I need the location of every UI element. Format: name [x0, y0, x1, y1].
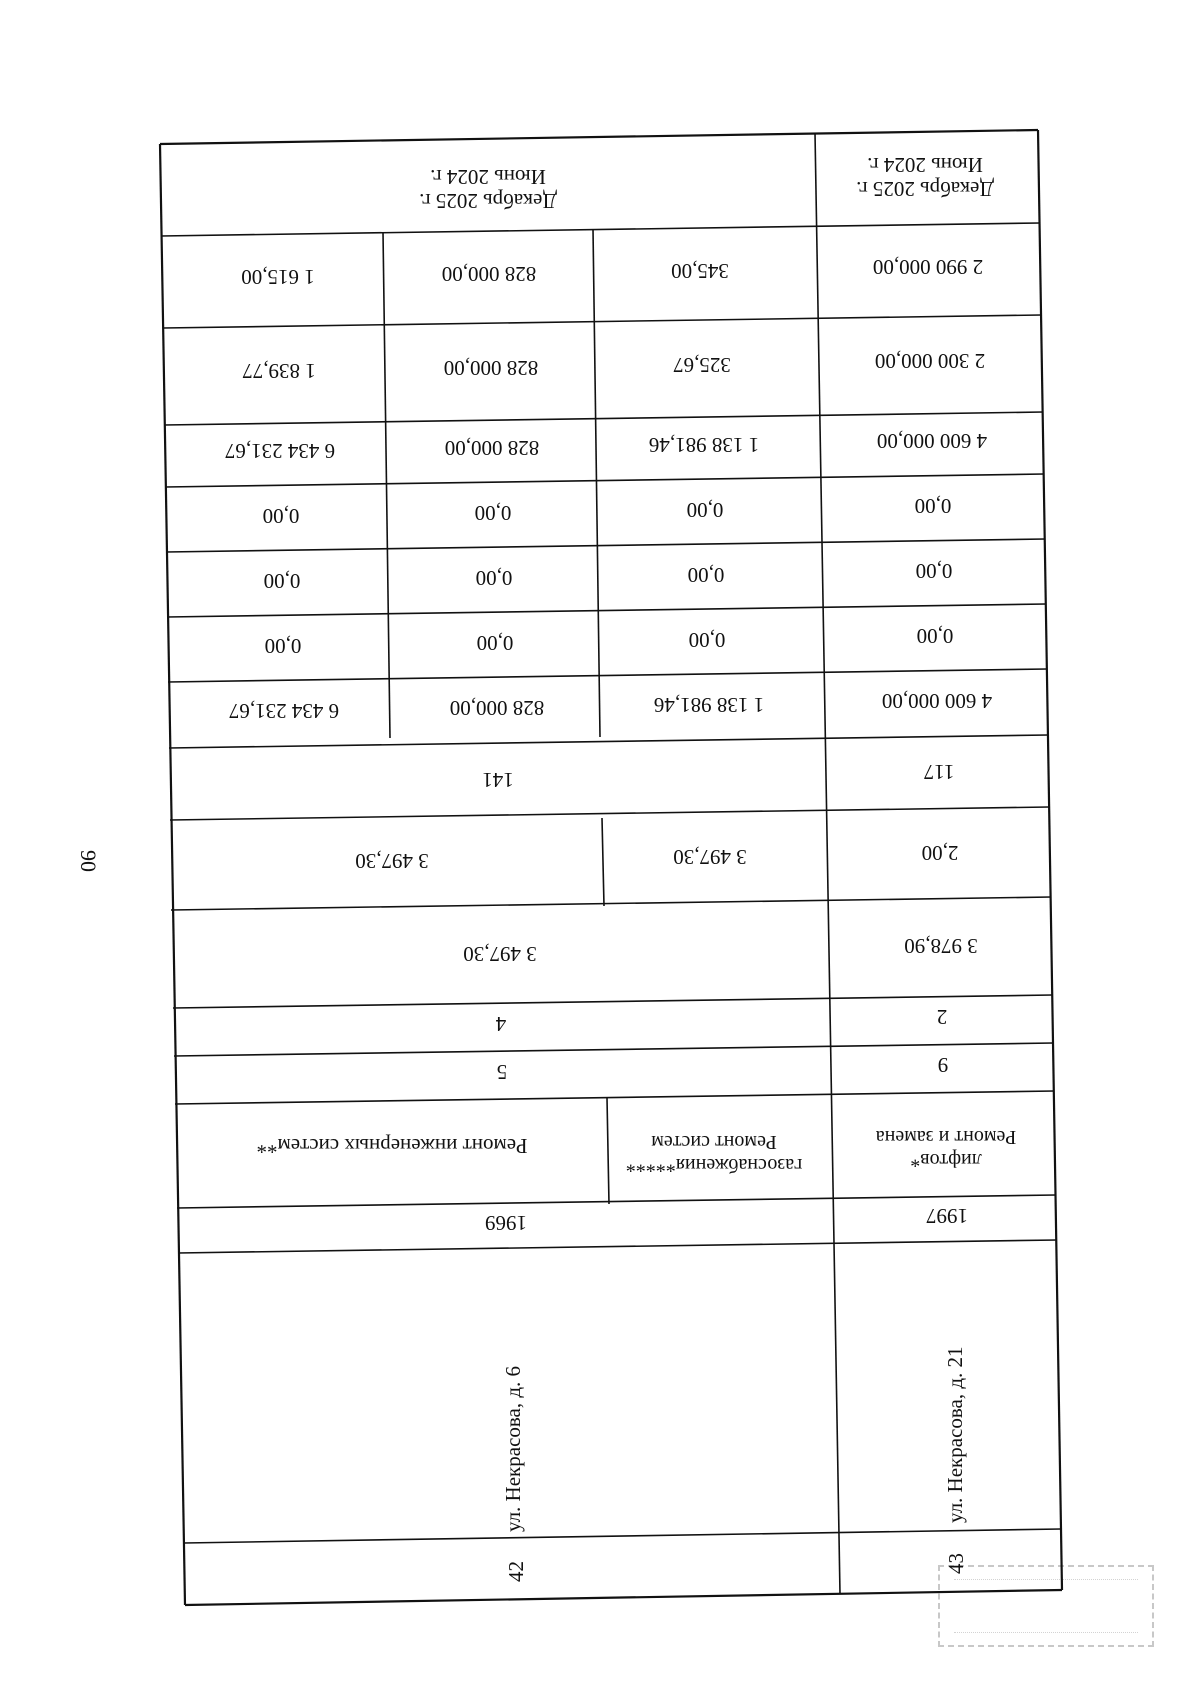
header-period-end: Декабрь 2025 г. — [856, 177, 994, 201]
table-cell: 0,00 — [686, 498, 724, 522]
row-number: 42 — [504, 1561, 528, 1582]
build-year: 1969 — [485, 1211, 527, 1235]
table-cell: 0,00 — [687, 563, 725, 587]
table-cell: 828 000,00 — [441, 262, 537, 286]
header-period-start: Июнь 2024 г. — [430, 165, 546, 189]
table-cell: 345,00 — [671, 259, 729, 283]
table-cell: 828 000,00 — [443, 356, 539, 380]
address: ул. Некрасова, д. 21 — [943, 1346, 967, 1523]
header-period-end: Декабрь 2025 г. — [419, 189, 557, 213]
table-cell: 325,67 — [673, 353, 731, 377]
table-cell: 141 — [482, 768, 514, 792]
work-type: Ремонт и замена — [875, 1126, 1017, 1148]
table-cell: 117 — [923, 760, 955, 784]
page-number: 90 — [76, 850, 101, 872]
table-cell: 1 138 981,46 — [653, 693, 765, 717]
table-cell: 4 — [495, 1012, 507, 1036]
table-cell: 3 978,90 — [904, 934, 978, 958]
table-cell: 1 138 981,46 — [648, 433, 760, 457]
table-cell: 0,00 — [474, 501, 512, 525]
table-cell: 0,00 — [263, 569, 301, 593]
table-cell: 6 434 231,67 — [228, 699, 340, 723]
address: ул. Некрасова, д. 6 — [501, 1365, 525, 1532]
work-type: Ремонт инженерных систем** — [256, 1134, 528, 1158]
table-cell: 0,00 — [262, 504, 300, 528]
build-year: 1997 — [926, 1204, 968, 1228]
table-cell: 3 497,30 — [463, 942, 537, 966]
row-number: 43 — [944, 1553, 968, 1574]
table-cell: 828 000,00 — [444, 436, 540, 460]
table-cell: 0,00 — [916, 624, 954, 648]
table-cell: 3 497,30 — [355, 849, 429, 873]
table-cell: 5 — [496, 1060, 508, 1084]
table-cell: 0,00 — [915, 559, 953, 583]
table-cell: 1 615,00 — [241, 265, 315, 289]
header-period-start: Июнь 2024 г. — [867, 153, 983, 177]
table-cell: 3 497,30 — [673, 845, 747, 869]
table-cell: 0,00 — [688, 628, 726, 652]
table-cell: 2 — [936, 1005, 948, 1029]
table-cell: 6 434 231,67 — [224, 439, 336, 463]
work-type: лифтов* — [910, 1149, 982, 1171]
table-cell: 828 000,00 — [449, 696, 545, 720]
table-cell: 0,00 — [914, 494, 952, 518]
table-cell: 4 600 000,00 — [881, 689, 993, 713]
table-cell: 2,00 — [921, 841, 959, 865]
table-cell: 2 300 000,00 — [874, 349, 986, 373]
table-cell: 0,00 — [476, 631, 514, 655]
work-type: Ремонт систем — [651, 1131, 777, 1153]
table-cell: 4 600 000,00 — [876, 429, 988, 453]
table-cell: 0,00 — [475, 566, 513, 590]
table-cell: 1 839,77 — [242, 359, 316, 383]
table-cell: 2 990 000,00 — [872, 255, 984, 279]
table-cells — [225, 153, 1016, 1582]
table-cell: 9 — [937, 1053, 949, 1077]
work-type: газоснабжения***** — [625, 1154, 803, 1176]
table-cell: 0,00 — [264, 634, 302, 658]
